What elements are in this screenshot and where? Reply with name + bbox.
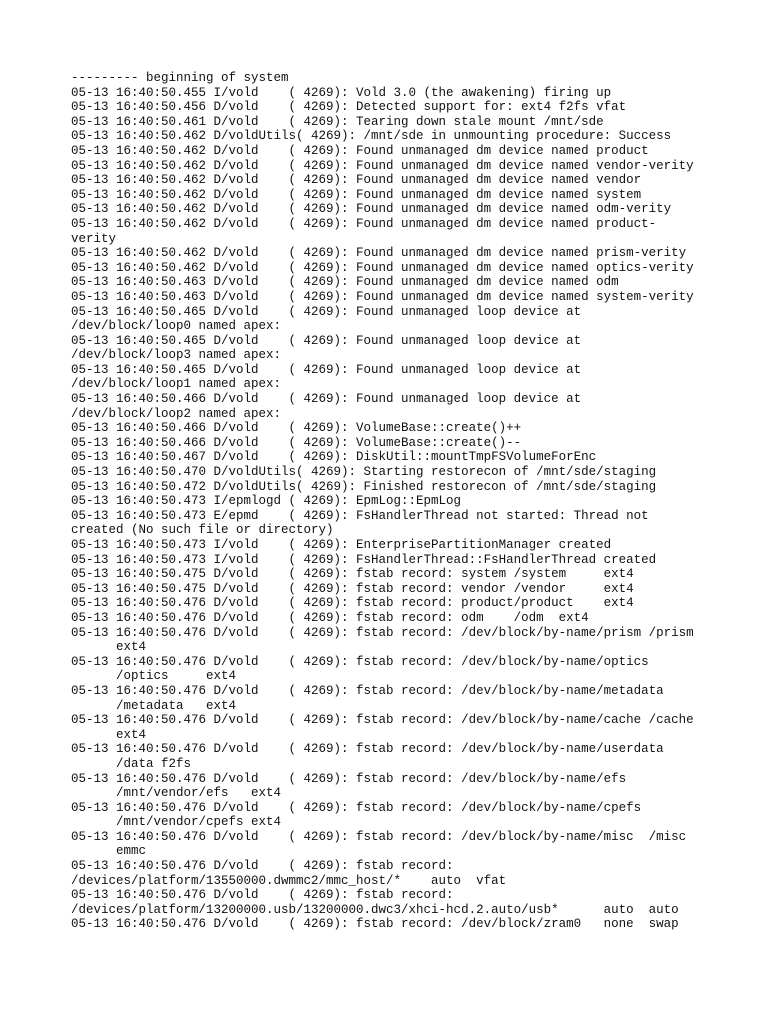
log-line: /optics ext4 (71, 669, 237, 684)
log-line: /dev/block/loop1 named apex: (71, 377, 282, 392)
log-line: 05-13 16:40:50.476 D/vold ( 4269): fstab record: (71, 888, 454, 903)
log-line: /mnt/vendor/efs ext4 (71, 786, 282, 801)
log-line: 05-13 16:40:50.476 D/vold ( 4269): fstab record: odm /odm ext4 (71, 610, 589, 625)
log-line: 05-13 16:40:50.463 D/vold ( 4269): Found unmanaged dm device named system-verity (71, 289, 694, 304)
log-line: 05-13 16:40:50.466 D/vold ( 4269): Found unmanaged loop device at (71, 392, 582, 407)
log-line: 05-13 16:40:50.476 D/vold ( 4269): fstab record: /dev/block/by-name/optics (71, 654, 649, 669)
log-line: 05-13 16:40:50.475 D/vold ( 4269): fstab record: system /system ext4 (71, 567, 634, 582)
log-line: 05-13 16:40:50.476 D/vold ( 4269): fstab record: /dev/block/by-name/cache /cache (71, 713, 694, 728)
log-line: 05-13 16:40:50.473 E/epmd ( 4269): FsHandlerThread not started: Thread not (71, 508, 649, 523)
log-line: 05-13 16:40:50.466 D/vold ( 4269): VolumeBase::create()-- (71, 435, 522, 450)
log-line: /dev/block/loop0 named apex: (71, 319, 282, 334)
log-line: 05-13 16:40:50.476 D/vold ( 4269): fstab record: /dev/block/by-name/prism /prism (71, 625, 694, 640)
log-line: --------- beginning of system (71, 71, 289, 85)
log-line: 05-13 16:40:50.476 D/vold ( 4269): fstab record: product/product ext4 (71, 596, 634, 611)
log-line: 05-13 16:40:50.455 I/vold ( 4269): Vold 3.0 (the awakening) firing up (71, 85, 612, 100)
log-line: 05-13 16:40:50.462 D/vold ( 4269): Found unmanaged dm device named product (71, 143, 649, 158)
log-line: 05-13 16:40:50.462 D/vold ( 4269): Found unmanaged dm device named system (71, 187, 642, 202)
log-line: ext4 (71, 727, 147, 742)
log-line: 05-13 16:40:50.456 D/vold ( 4269): Detected support for: ext4 f2fs vfat (71, 100, 627, 115)
log-line: 05-13 16:40:50.473 I/vold ( 4269): FsHandlerThread::FsHandlerThread created (71, 552, 657, 567)
log-line: 05-13 16:40:50.461 D/vold ( 4269): Tearing down stale mount /mnt/sde (71, 114, 604, 129)
log-line: 05-13 16:40:50.473 I/vold ( 4269): EnterprisePartitionManager created (71, 538, 612, 552)
log-line: 05-13 16:40:50.476 D/vold ( 4269): fstab record: /dev/block/by-name/misc /misc (71, 829, 687, 844)
log-line: 05-13 16:40:50.467 D/vold ( 4269): DiskUtil::mountTmpFSVolumeForEnc (71, 450, 597, 465)
log-line: 05-13 16:40:50.476 D/vold ( 4269): fstab record: /dev/block/zram0 none swap (71, 917, 679, 932)
log-text (71, 71, 761, 932)
log-line: 05-13 16:40:50.465 D/vold ( 4269): Found unmanaged loop device at (71, 362, 582, 377)
log-line: 05-13 16:40:50.462 D/vold ( 4269): Found unmanaged dm device named odm-verity (71, 202, 672, 217)
log-line: 05-13 16:40:50.476 D/vold ( 4269): fstab record: (71, 859, 454, 874)
log-line: 05-13 16:40:50.476 D/vold ( 4269): fstab record: /dev/block/by-name/cpefs (71, 800, 642, 815)
log-line: 05-13 16:40:50.462 D/vold ( 4269): Found unmanaged dm device named vendor (71, 173, 642, 188)
log-line: 05-13 16:40:50.473 I/epmlogd ( 4269): EpmLog::EpmLog (71, 494, 462, 509)
log-line: 05-13 16:40:50.466 D/vold ( 4269): VolumeBase::create()++ (71, 421, 522, 436)
log-line: 05-13 16:40:50.465 D/vold ( 4269): Found unmanaged loop device at (71, 333, 582, 348)
log-line: verity (71, 231, 117, 246)
log-line: 05-13 16:40:50.463 D/vold ( 4269): Found unmanaged dm device named odm (71, 275, 619, 290)
log-line: 05-13 16:40:50.476 D/vold ( 4269): fstab record: /dev/block/by-name/metadata (71, 683, 664, 698)
log-line: /dev/block/loop2 named apex: (71, 406, 282, 421)
log-line: 05-13 16:40:50.465 D/vold ( 4269): Found unmanaged loop device at (71, 304, 582, 319)
log-line: 05-13 16:40:50.462 D/vold ( 4269): Found unmanaged dm device named optics-verity (71, 260, 694, 275)
log-line: /mnt/vendor/cpefs ext4 (71, 815, 282, 830)
log-line: 05-13 16:40:50.462 D/vold ( 4269): Found unmanaged dm device named product- (71, 216, 657, 231)
log-line: 05-13 16:40:50.475 D/vold ( 4269): fstab record: vendor /vendor ext4 (71, 581, 634, 596)
log-line: 05-13 16:40:50.476 D/vold ( 4269): fstab record: /dev/block/by-name/efs (71, 771, 627, 786)
log-line: 05-13 16:40:50.462 D/voldUtils( 4269): /mnt/sde in unmounting procedure: Success (71, 129, 672, 144)
log-line: 05-13 16:40:50.462 D/vold ( 4269): Found unmanaged dm device named vendor-verity (71, 158, 694, 173)
log-line: /devices/platform/13550000.dwmmc2/mmc_host/* auto vfat (71, 873, 507, 888)
log-line: 05-13 16:40:50.472 D/voldUtils( 4269): Finished restorecon of /mnt/sde/staging (71, 479, 657, 494)
log-line: 05-13 16:40:50.470 D/voldUtils( 4269): Starting restorecon of /mnt/sde/staging (71, 465, 657, 480)
log-line: /data f2fs (71, 756, 192, 771)
log-line: emmc (71, 844, 147, 859)
log-line: /dev/block/loop3 named apex: (71, 348, 282, 363)
log-line: 05-13 16:40:50.462 D/vold ( 4269): Found unmanaged dm device named prism-verity (71, 246, 687, 261)
log-line: /devices/platform/13200000.usb/13200000.dwc3/xhci-hcd.2.auto/usb* auto auto (71, 902, 679, 917)
log-line: 05-13 16:40:50.476 D/vold ( 4269): fstab record: /dev/block/by-name/userdata (71, 742, 664, 757)
log-line: /metadata ext4 (71, 698, 237, 713)
log-line: ext4 (71, 640, 147, 655)
log-line: created (No such file or directory) (71, 523, 334, 538)
